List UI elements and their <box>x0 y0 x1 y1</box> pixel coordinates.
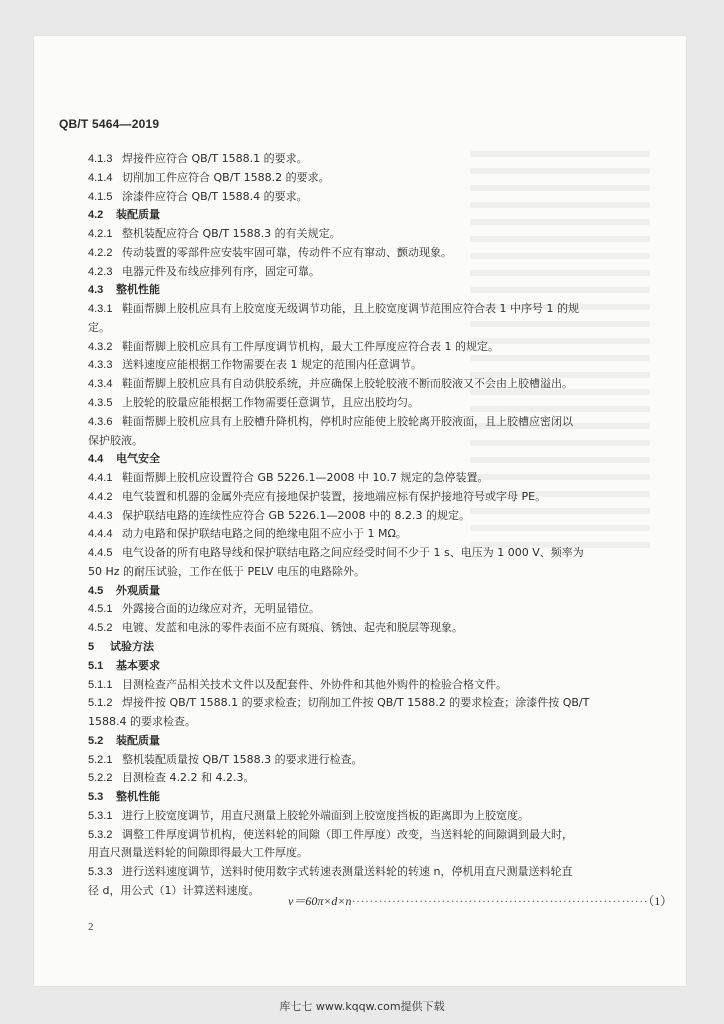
clause-text: 电器元件及布线应排列有序，固定可靠。 <box>122 264 320 278</box>
section-heading: 装配质量 <box>116 733 160 747</box>
clause-number: 4.4 <box>88 453 104 466</box>
page-number: 2 <box>88 921 94 933</box>
clause-4-4-4 <box>88 527 640 541</box>
clause-text: 送料速度应能根据工作物需要在表 1 规定的范围内任意调节。 <box>122 358 422 372</box>
clause-4-2 <box>88 208 640 222</box>
clause-text: 涂漆件应符合 QB/T 1588.4 的要求。 <box>122 189 308 203</box>
clause-4-3 <box>88 283 640 297</box>
clause-number: 4.5.1 <box>88 603 113 616</box>
clause-number: 5.1.1 <box>88 678 113 691</box>
section-heading: 电气安全 <box>116 452 160 466</box>
clause-4-4 <box>88 452 640 466</box>
clause-continuation <box>88 321 640 335</box>
clause-number: 4.2 <box>88 209 104 222</box>
section-heading: 装配质量 <box>116 208 160 222</box>
clause-continuation <box>88 565 640 579</box>
clause-5-1-1 <box>88 678 640 692</box>
clause-4-2-2 <box>88 246 640 260</box>
clause-number: 4.3 <box>88 284 104 297</box>
clause-number: 4.3.6 <box>88 415 113 428</box>
clause-continuation <box>88 715 640 729</box>
clause-number: 5.2 <box>88 734 104 747</box>
clause-4-3-4 <box>88 377 640 391</box>
clause-text: 外露接合面的边缘应对齐，无明显错位。 <box>122 602 320 616</box>
clause-number: 4.4.4 <box>88 528 113 541</box>
clause-4-4-3 <box>88 509 640 523</box>
clause-number: 4.4.1 <box>88 472 113 485</box>
clause-number: 5.3.2 <box>88 828 113 841</box>
clause-4-3-1 <box>88 302 640 316</box>
clause-5-3-3 <box>88 865 640 879</box>
clause-number: 5.3.3 <box>88 866 113 879</box>
clause-text: 鞋面帮脚上胶机应设置符合 GB 5226.1—2008 中 10.7 规定的急停装置。 <box>122 471 489 485</box>
clause-4-4-1 <box>88 471 640 485</box>
clause-text: 定。 <box>88 320 110 334</box>
clause-5-3 <box>88 790 640 804</box>
clause-4-5-1 <box>88 602 640 616</box>
clause-number: 5.2.2 <box>88 772 113 785</box>
clause-number: 4.2.2 <box>88 246 113 259</box>
clause-number: 4.2.1 <box>88 228 113 241</box>
clause-number: 4.5.2 <box>88 622 113 635</box>
clause-number: 4.3.5 <box>88 397 113 409</box>
clause-4-1-4 <box>88 171 640 185</box>
section-heading: 整机性能 <box>116 790 160 804</box>
clause-number: 4.4.5 <box>88 547 113 560</box>
clause-4-1-3 <box>88 152 640 166</box>
clause-text: 整机装配质量按 QB/T 1588.3 的要求进行检查。 <box>122 752 363 766</box>
clause-number: 4.4.2 <box>88 490 113 503</box>
clause-4-3-3 <box>88 358 640 372</box>
clause-4-1-5 <box>88 190 640 204</box>
section-heading: 试验方法 <box>110 640 154 654</box>
clause-text: 鞋面帮脚上胶机应具有上胶槽升降机构，停机时应能使上胶轮离开胶液面，且上胶槽应密闭以 <box>122 414 573 428</box>
section-heading: 外观质量 <box>116 583 160 597</box>
clause-number: 5.3 <box>88 791 104 804</box>
clause-text: 保护联结电路的连续性应符合 GB 5226.1—2008 中的 8.2.3 的规定。 <box>122 508 471 522</box>
clause-4-3-6 <box>88 415 640 429</box>
clause-text: 保护胶液。 <box>88 433 143 447</box>
clause-text: 切削加工件应符合 QB/T 1588.2 的要求。 <box>122 170 330 184</box>
clause-5-3-1 <box>88 809 640 823</box>
clause-text: 电气装置和机器的金属外壳应有接地保护装置，接地端应标有保护接地符号或字母 PE。 <box>122 489 547 503</box>
clause-text: 传动装置的零部件应安装牢固可靠，传动件不应有窜动、颤动现象。 <box>122 245 452 259</box>
clause-4-5-2 <box>88 621 640 635</box>
clause-text: 鞋面帮脚上胶机应具有工件厚度调节机构，最大工件厚度应符合表 1 的规定。 <box>122 339 499 353</box>
clause-text: 径 d，用公式（1）计算送料速度。 <box>88 884 260 898</box>
clause-number: 5.1 <box>88 659 104 672</box>
clause-4-2-1 <box>88 227 640 241</box>
clause-number: 4.3.2 <box>88 340 113 353</box>
clause-5-2-1 <box>88 753 640 767</box>
clause-4-4-5 <box>88 546 640 560</box>
clause-text: 调整工件厚度调节机构，使送料轮的间隙（即工件厚度）改变，当送料轮的间隙调到最大时， <box>122 827 573 841</box>
clause-number: 4.1.5 <box>88 190 113 203</box>
clause-continuation <box>88 434 640 448</box>
clause-number: 4.2.3 <box>88 265 113 278</box>
clause-text: 焊接件应符合 QB/T 1588.1 的要求。 <box>122 152 308 165</box>
clause-text: 电镀、发蓝和电泳的零件表面不应有斑痕、锈蚀、起壳和脱层等现象。 <box>122 621 463 635</box>
clause-text: 鞋面帮脚上胶机应具有上胶宽度无级调节功能，且上胶宽度调节范围应符合表 1 中序号 1 的规 <box>122 302 579 316</box>
clause-4-3-5 <box>88 396 640 410</box>
section-heading: 整机性能 <box>116 283 160 297</box>
clause-text: 焊接件按 QB/T 1588.1 的要求检查；切削加工件按 QB/T 1588.2 的要求检查；涂漆件按 QB/T <box>122 696 590 710</box>
clause-4-5 <box>88 584 640 598</box>
clause-5-3-2 <box>88 828 640 842</box>
clause-number: 5.3.1 <box>88 809 113 822</box>
clause-4-4-2 <box>88 490 640 504</box>
clause-4-3-2 <box>88 340 640 354</box>
formula-line <box>288 892 672 909</box>
clause-number: 4.1.3 <box>88 153 113 165</box>
clause-text: 50 Hz 的耐压试验，工作在低于 PELV 电压的电路除外。 <box>88 564 366 578</box>
clause-text: 动力电路和保护联结电路之间的绝缘电阻不应小于 1 MΩ。 <box>122 527 407 541</box>
clause-text: 进行送料速度调节，送料时使用数字式转速表测量送料轮的转速 n，停机用直尺测量送料轮直 <box>122 865 573 879</box>
clause-text: 用直尺测量送料轮的间隙即得最大工件厚度。 <box>88 846 308 860</box>
download-watermark: 库七七 www.kqqw.com提供下载 <box>279 1000 445 1013</box>
clause-number: 5.2.1 <box>88 753 113 766</box>
clause-5-1-2 <box>88 696 640 710</box>
formula-leader-dots: ·································································· <box>351 894 649 908</box>
clause-4-2-3 <box>88 265 640 279</box>
clause-5-1 <box>88 659 640 673</box>
clause-number: 5 <box>88 641 95 654</box>
clause-text: 目测检查 4.2.2 和 4.2.3。 <box>122 771 255 785</box>
clause-5-2 <box>88 734 640 748</box>
clause-number: 4.3.4 <box>88 378 113 391</box>
formula-expression: v＝60π×d×n <box>288 894 352 908</box>
clause-text: 鞋面帮脚上胶机应具有自动供胶系统，并应确保上胶轮胶液不断而胶液又不会由上胶槽溢出。 <box>122 377 573 391</box>
clause-text: 整机装配应符合 QB/T 1588.3 的有关规定。 <box>122 227 341 241</box>
clause-number: 4.1.4 <box>88 171 113 184</box>
clause-text: 1588.4 的要求检查。 <box>88 715 196 729</box>
clause-number: 4.5 <box>88 584 104 597</box>
standard-code-header: QB/T 5464—2019 <box>59 117 160 131</box>
clause-5-2-2 <box>88 771 640 785</box>
clause-text: 上胶轮的胶量应能根据工作物需要任意调节，且应出胶均匀。 <box>122 396 419 409</box>
section-heading: 基本要求 <box>116 658 160 672</box>
clause-text: 进行上胶宽度调节，用直尺测量上胶轮外端面到上胶宽度挡板的距离即为上胶宽度。 <box>122 808 529 822</box>
formula-number: （1） <box>648 894 673 908</box>
clause-number: 5.1.2 <box>88 697 113 710</box>
clause-continuation <box>88 846 640 860</box>
clause-text: 电气设备的所有电路导线和保护联结电路之间应经受时间不少于 1 s、电压为 1 000 V、频率为 <box>122 546 584 560</box>
clause-5 <box>88 640 640 654</box>
clause-text: 目测检查产品相关技术文件以及配套件、外协件和其他外购件的检验合格文件。 <box>122 677 507 691</box>
clause-number: 4.4.3 <box>88 509 113 522</box>
clause-number: 4.3.3 <box>88 359 113 372</box>
clause-number: 4.3.1 <box>88 303 113 316</box>
